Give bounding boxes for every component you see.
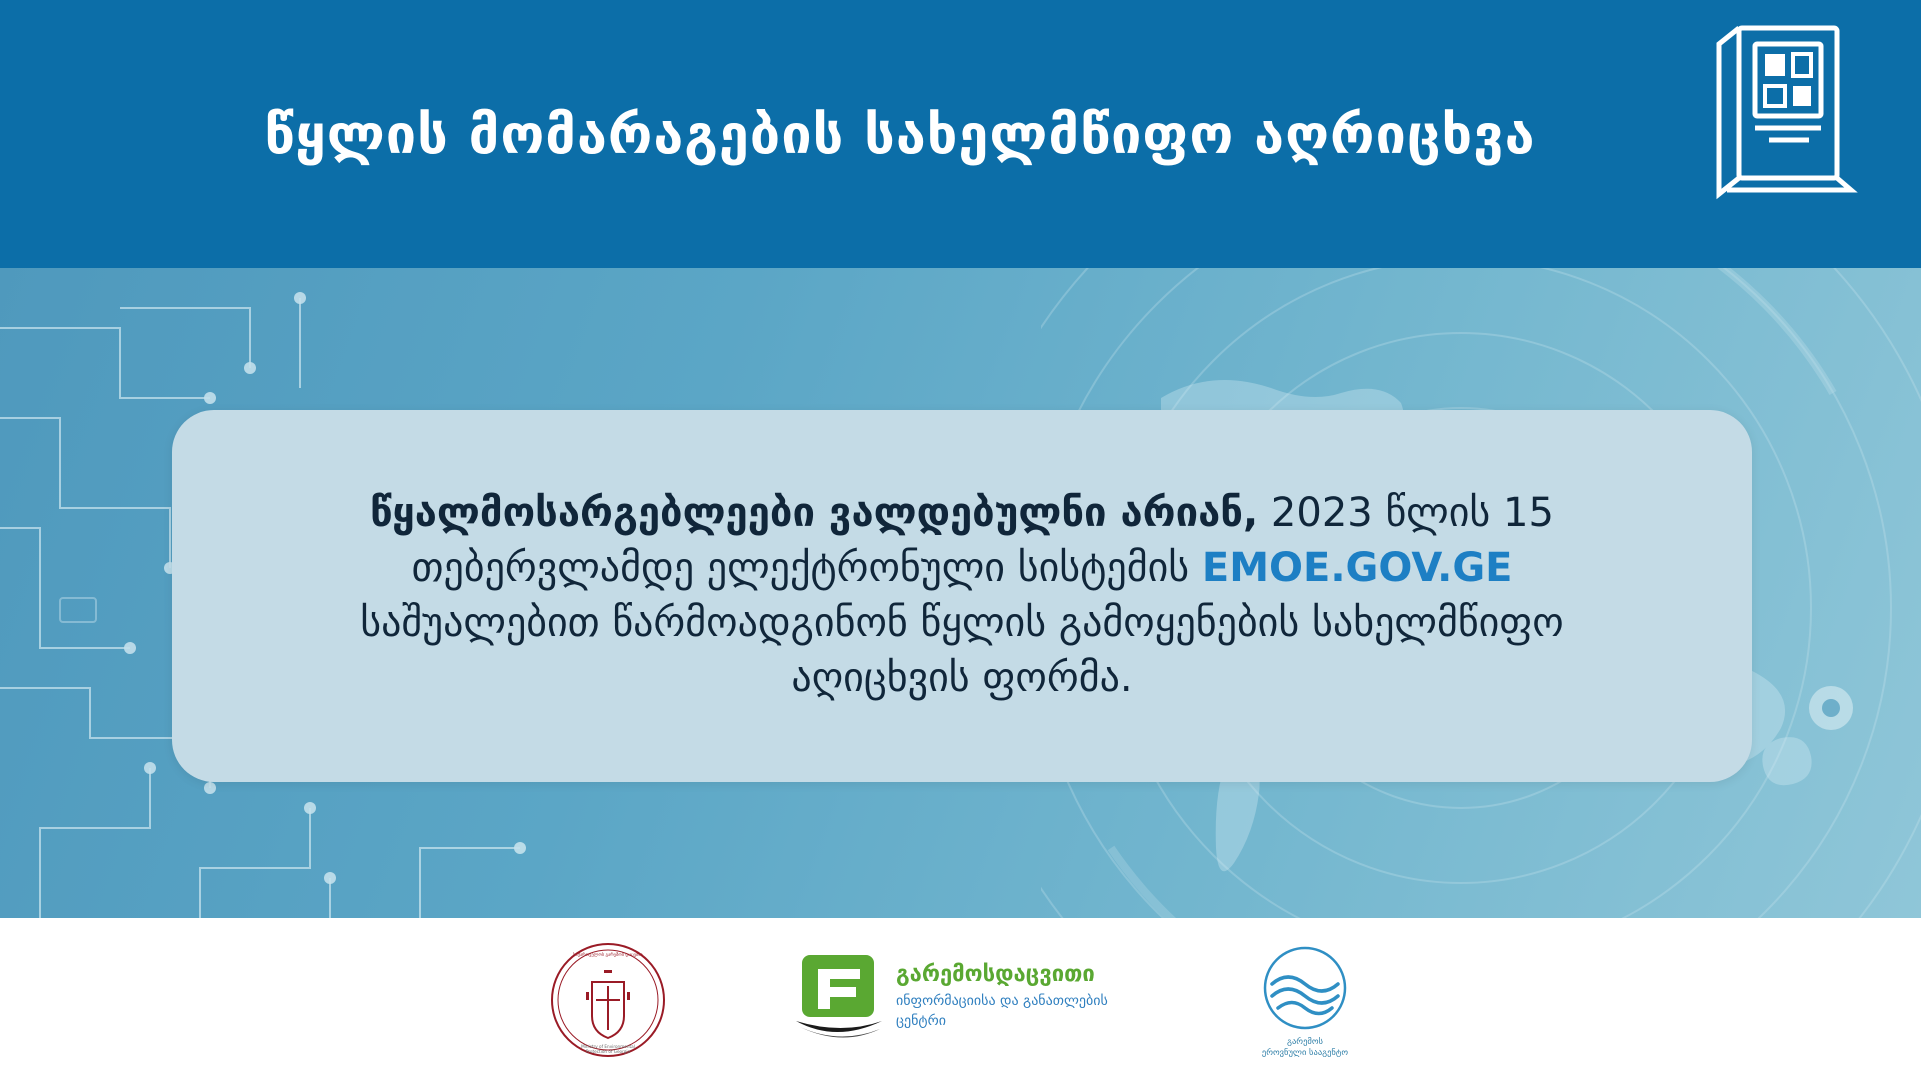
message-text: [297, 486, 1627, 707]
svg-text:Protection of Georgia: Protection of Georgia: [585, 1048, 631, 1054]
message-bold-lead: წყალმოსარგებლეები ვალდებულნი არიან,: [370, 489, 1259, 536]
message-part-1: 2023 წლის 15 თებერვლამდე ელექტრონული სისტემის: [411, 489, 1554, 591]
svg-text:გარემოსდაცვითი: გარემოსდაცვითი: [896, 961, 1095, 987]
environmental-information-and-education-centre-logo: [788, 945, 1118, 1055]
footer-logo-bar: [0, 918, 1921, 1081]
ministry-of-environmental-protection-and-agriculture-logo: [548, 940, 668, 1060]
svg-text:ინფორმაციისა და განათლების: ინფორმაციისა და განათლების: [896, 992, 1108, 1009]
message-card: [172, 410, 1752, 782]
svg-text:საქართველოს გარემოს დაცვისა: საქართველოს გარემოს დაცვისა: [573, 952, 643, 958]
svg-text:გარემოს: გარემოს: [1287, 1036, 1323, 1047]
emoe-portal-link[interactable]: EMOE.GOV.GE: [1201, 544, 1513, 591]
message-part-2: საშუალებით წარმოადგინონ წყლის გამოყენების სახელმწიფო აღიცხვის ფორმა.: [360, 600, 1564, 702]
svg-text:ცენტრი: ცენტრი: [896, 1012, 946, 1029]
svg-text:ეროვნული სააგენტო: ეროვნული სააგენტო: [1261, 1047, 1349, 1058]
page-title: წყლის მომარაგების სახელმწიფო აღრიცხვა: [264, 102, 1536, 166]
water-meter-cabinet-icon: [1713, 22, 1863, 207]
national-environmental-agency-logo: [1238, 940, 1373, 1060]
header-banner: [0, 0, 1921, 268]
svg-text:Ministry of Environmental: Ministry of Environmental: [581, 1043, 635, 1049]
